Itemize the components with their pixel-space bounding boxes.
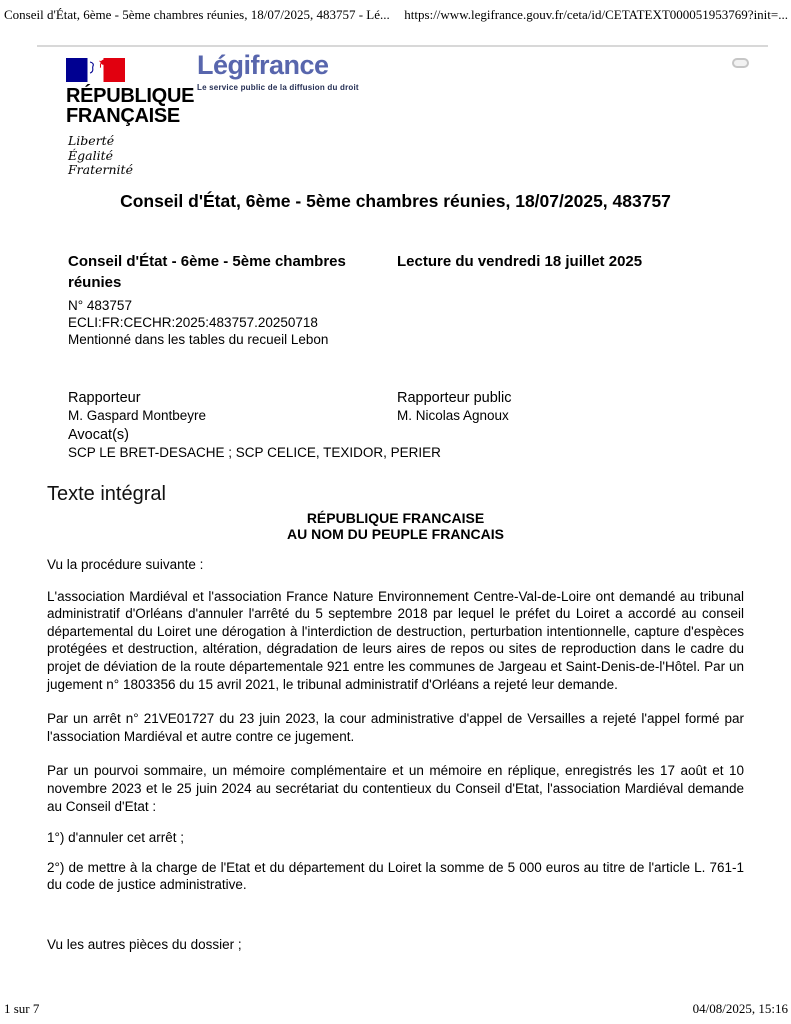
decision-title: Conseil d'État, 6ème - 5ème chambres réunies, 18/07/2025, 483757	[120, 191, 671, 211]
heading-line2: AU NOM DU PEUPLE FRANCAIS	[286, 525, 504, 542]
reading-date: Lecture du vendredi 18 juillet 2025	[397, 253, 643, 270]
rapporteur-public-label: Rapporteur public	[397, 390, 512, 406]
republique-line1: RÉPUBLIQUE	[66, 85, 195, 107]
pill-button-icon	[732, 58, 749, 68]
rapporteur-public-name: M. Nicolas Agnoux	[397, 408, 509, 423]
body-paragraph: Par un arrêt n° 21VE01727 du 23 juin 2023, la cour administrative d'appel de Versailles a rejeté l'appel formé par l'association Mardiéval et autre contre ce jugement.	[47, 711, 744, 744]
case-ecli: ECLI:FR:CECHR:2025:483757.20250718	[68, 315, 318, 330]
heading-line1: RÉPUBLIQUE FRANCAISE	[306, 510, 485, 526]
legifrance-brand	[197, 50, 359, 92]
republique-line2: FRANÇAISE	[66, 105, 180, 127]
header-divider	[37, 45, 768, 47]
case-publication: Mentionné dans les tables du recueil Lebon	[68, 332, 329, 347]
court-name: Conseil d'État - 6ème - 5ème chambres réunies	[68, 253, 346, 291]
motto-egalite: Égalité	[68, 147, 113, 163]
rapporteur-label: Rapporteur	[68, 390, 141, 406]
body-paragraph: L'association Mardiéval et l'association France Nature Environnement Centre-Val-de-Loire ont demandé au tribunal administratif d'Orléans d'annuler l'arrêté du 5 septembre 2018 par lequel le préfet du Loiret a accordé au conseil départemental du Loiret une dérogation à l'interdiction de destruction, perturbation intentionnelle, capture d'espèces protégées et destruction, altération, dégradation de leurs aires de repos ou sites de reproduction dans le cadre du projet de déviation de la route départementale 921 entre les communes de Jargeau et Saint-Denis-de-l'Hôtel. Par un jugement n° 1803356 du 15 avril 2021, le tribunal administratif d'Orléans a rejeté leur demande.	[47, 588, 744, 692]
section-title-texte-integral: Texte intégral	[47, 483, 166, 505]
case-number: N° 483757	[68, 298, 132, 313]
republique-wordmark	[66, 86, 194, 126]
print-header-url: https://www.legifrance.gouv.fr/ceta/id/CETATEXT000051953769?init=...	[404, 7, 788, 22]
print-footer-page-indicator: 1 sur 7	[4, 1001, 40, 1016]
motto-liberte: Liberté	[68, 133, 115, 148]
republique-francaise-logo	[66, 58, 194, 178]
decision-body	[47, 556, 744, 954]
body-paragraph: Par un pourvoi sommaire, un mémoire complémentaire et un mémoire en réplique, enregistrés les 17 août et 10 novembre 2023 et le 25 juin 2024 au secrétariat du contentieux du Conseil d'Etat, l'association Mardiéval demande au Conseil d'Etat :	[47, 763, 744, 814]
body-paragraph: Vu les autres pièces du dossier ;	[47, 936, 242, 952]
motto	[68, 134, 194, 178]
body-paragraph: Vu la procédure suivante :	[47, 557, 204, 572]
motto-fraternite: Fraternité	[68, 162, 133, 177]
french-flag-icon	[66, 58, 125, 82]
legifrance-tagline: Le service public de la diffusion du droit	[197, 83, 359, 92]
case-metadata	[68, 297, 328, 348]
body-paragraph: 1°) d'annuler cet arrêt ;	[47, 830, 185, 846]
rapporteur-name: M. Gaspard Montbeyre	[68, 408, 207, 423]
avocats-label: Avocat(s)	[68, 427, 129, 443]
legifrance-wordmark: Légifrance	[197, 50, 329, 80]
print-footer-datetime: 04/08/2025, 15:16	[692, 1001, 788, 1016]
body-paragraph: 2°) de mettre à la charge de l'Etat et du département du Loiret la somme de 5 000 euros au titre de l'article L. 761-1 du code de justice administrative.	[47, 859, 744, 893]
print-header-title: Conseil d'État, 6ème - 5ème chambres réunies, 18/07/2025, 483757 - Lé...	[4, 7, 390, 22]
republique-heading	[0, 511, 791, 542]
avocats-value: SCP LE BRET-DESACHE ; SCP CELICE, TEXIDOR, PERIER	[68, 445, 441, 460]
